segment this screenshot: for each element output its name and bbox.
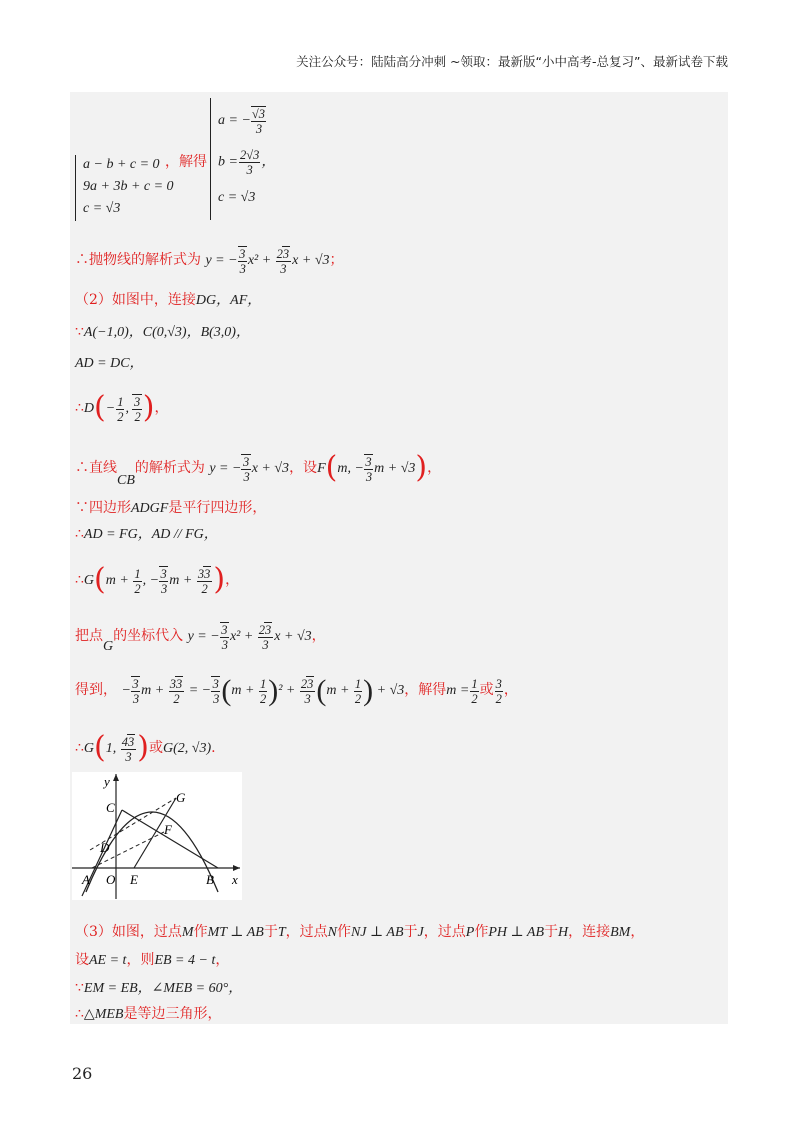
label-f: F [164, 822, 172, 837]
equation-system-right [210, 98, 290, 222]
equilateral-triangle: ∴△MEB是等边三角形， [75, 1006, 222, 1022]
substitute-g: 把点G的坐标代入 y = − $\frac{3}{3}$ x² + $\frac{23}{3}$ x + √3， [75, 623, 326, 655]
part2-intro: （2）如图中，连接DG，AF， [75, 292, 262, 308]
label-c: C [106, 800, 115, 815]
ad-equals-dc: AD = DC， [75, 356, 144, 371]
solve-label: ，解得 [165, 154, 207, 170]
label-e: E [130, 872, 138, 887]
solution-b: b = $\frac{2√3}{3}$ ， [218, 148, 276, 177]
page-number: 26 [72, 1064, 93, 1083]
equation-in-m: 得到， − $\frac{3}{3}$ m + $\frac{33}{2}$ = − $\frac{3}{3}$ (m + $\frac{1}{2}$ )² + $\frac{23}{3}$ (m + $\frac{1}{2}$ ) + √3，解得m = $\frac{1}{2}$ 或 $\frac{3}{2}$ ， [75, 674, 518, 707]
point-g: ∴G(m + $\frac{1}{2}$ , − $\frac{3}{3}$ m + $\frac{33}{2}$ )， [75, 562, 240, 598]
x-axis-arrow [233, 865, 240, 871]
point-d: ∴D(− $\frac{1}{2}$ , $\frac{3}{2}$ )， [75, 390, 169, 426]
solution-a: a = − $\frac{√3}{3}$ [218, 107, 266, 136]
system-row-1: a − b + c = 0 [83, 157, 160, 172]
label-y: y [104, 774, 110, 789]
ad-fg-relation: ∴AD = FG，AD // FG， [75, 526, 218, 542]
parabola-expression: ∴抛物线的解析式为 y = − $\frac{3}{3}$ x² + $\frac{23}{3}$ x + √3； [75, 247, 344, 276]
parabola-figure [72, 772, 242, 900]
system-row-2: 9a + 3b + c = 0 [83, 179, 174, 194]
label-b: B [206, 872, 214, 887]
label-d: D [100, 840, 110, 855]
solution-c: c = √3 [218, 190, 256, 205]
g-result: ∴G(1, $\frac{43}{3}$ )或G(2, √3). [75, 730, 216, 766]
y-axis-arrow [113, 774, 119, 781]
let-ae-t: 设AE = t，则EB = 4 − t， [75, 952, 230, 968]
figure-svg [72, 772, 242, 900]
parallelogram-statement: ∵四边形ADGF是平行四边形， [75, 500, 267, 516]
label-o: O [106, 872, 116, 887]
system-row-3: c = √3 [83, 201, 121, 216]
label-g: G [176, 790, 186, 805]
label-x: x [232, 872, 238, 887]
page-header: 关注公众号：陆陆高分冲刺 ~领取：最新版“小中高考-总复习”、最新试卷下载 [296, 54, 728, 69]
part3-intro: （3）如图，过点M作MT ⊥ AB于T，过点N作NJ ⊥ AB于J，过点P作PH ⊥ AB于H，连接BM， [75, 924, 645, 940]
em-eb-angle: ∵EM = EB，∠MEB = 60°， [75, 980, 243, 996]
label-a: A [82, 872, 90, 887]
line-cb-expression: ∴直线CB的解析式为 y = − $\frac{3}{3}$ x + √3，设F(m, − $\frac{3}{3}$ m + √3)， [75, 450, 442, 489]
given-coordinates: ∵A(−1,0)，C(0,√3)，B(3,0)， [75, 324, 250, 340]
